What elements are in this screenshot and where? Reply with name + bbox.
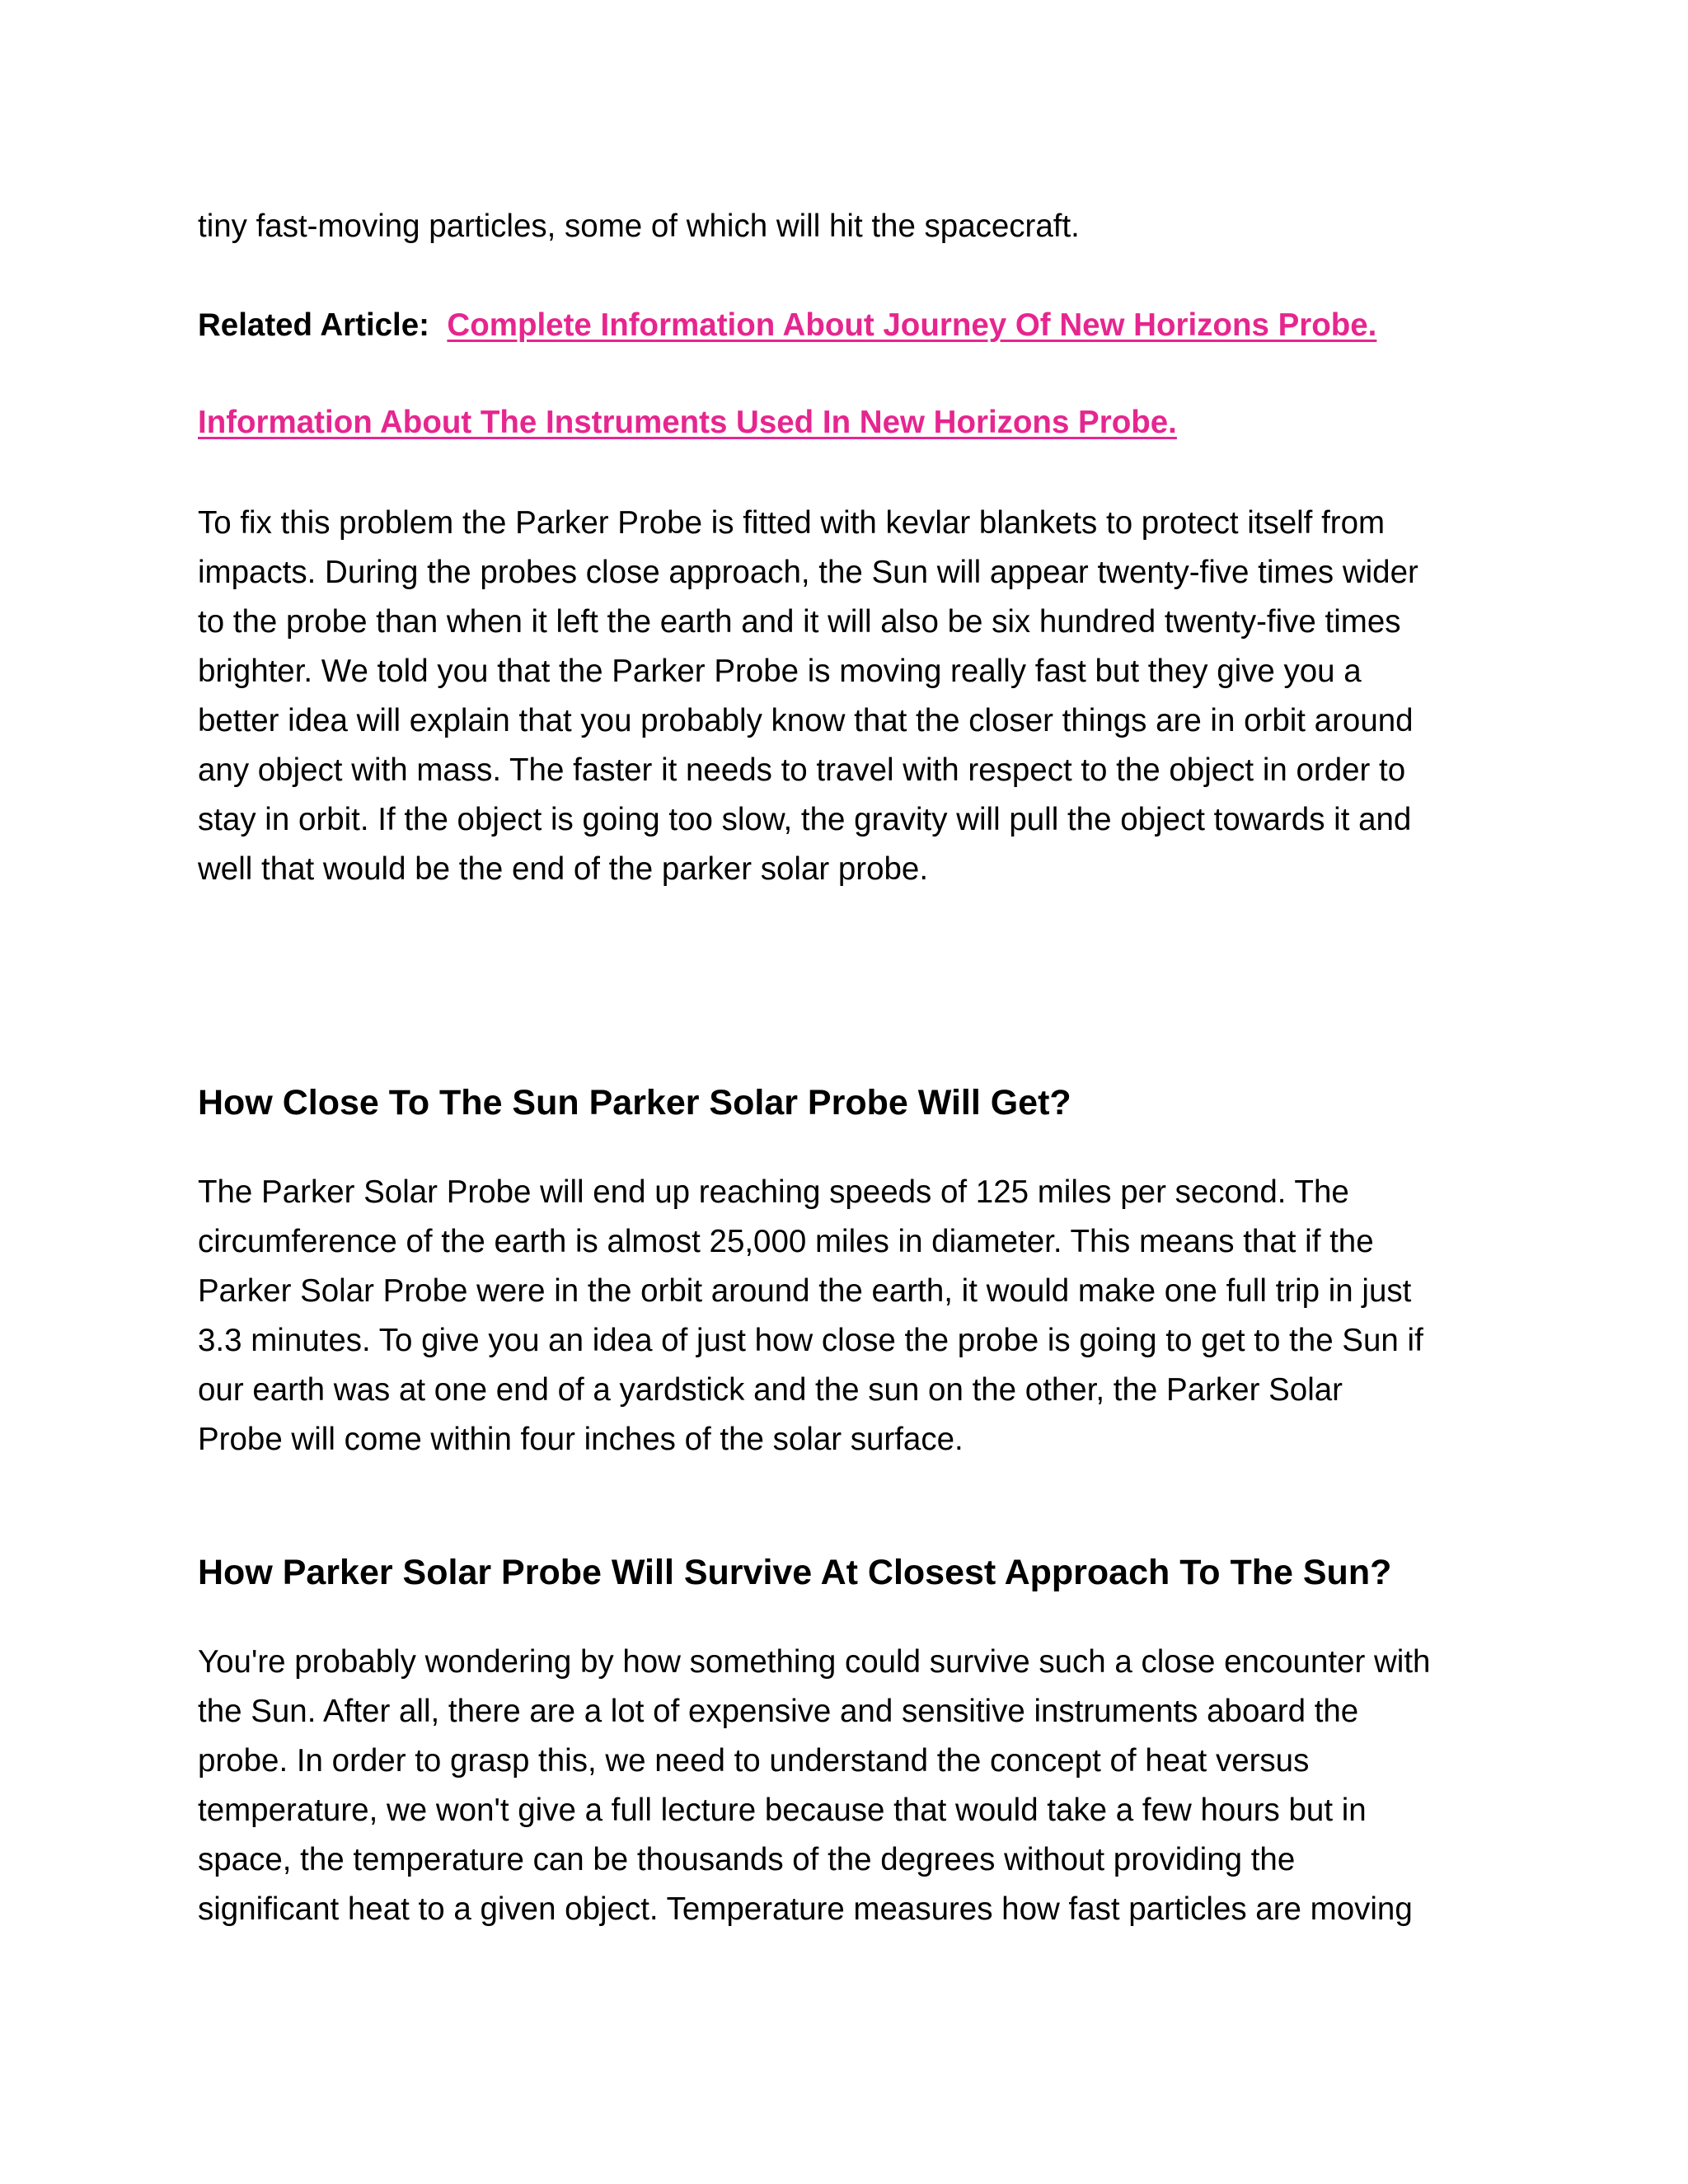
paragraph-kevlar <box>198 499 1418 894</box>
paragraph-line: To fix this problem the Parker Probe is fitted with kevlar blankets to protect itself from <box>198 505 1386 541</box>
heading-how-close: How Close To The Sun Parker Solar Probe Will Get? <box>198 1083 1071 1122</box>
paragraph-line: probe. In order to grasp this, we need to understand the concept of heat versus <box>198 1743 1310 1779</box>
related-article-row <box>198 307 1376 344</box>
paragraph-line: any object with mass. The faster it needs to travel with respect to the object in order to <box>198 752 1406 788</box>
paragraph-heat <box>198 1638 1430 1934</box>
paragraph-line: the Sun. After all, there are a lot of expensive and sensitive instruments aboard the <box>198 1694 1359 1729</box>
paragraph-line: impacts. During the probes close approach, the Sun will appear twenty-five times wider <box>198 555 1418 590</box>
paragraph-line: stay in orbit. If the object is going too slow, the gravity will pull the object towards it and <box>198 802 1412 837</box>
paragraph-line: well that would be the end of the parker solar probe. <box>198 851 929 887</box>
paragraph-speed <box>198 1168 1423 1465</box>
heading-how-survive: How Parker Solar Probe Will Survive At Closest Approach To The Sun? <box>198 1553 1392 1592</box>
related-link-journey[interactable]: Complete Information About Journey Of New Horizons Probe. <box>447 307 1377 343</box>
paragraph-line: better idea will explain that you probably know that the closer things are in orbit around <box>198 703 1414 738</box>
paragraph-line: significant heat to a given object. Temperature measures how fast particles are moving <box>198 1891 1413 1927</box>
related-article-label: Related Article: <box>198 307 429 343</box>
paragraph-line: to the probe than when it left the earth and it will also be six hundred twenty-five times <box>198 604 1401 640</box>
related-link-instruments[interactable]: Information About The Instruments Used In New Horizons Probe. <box>198 405 1177 440</box>
paragraph-line: You're probably wondering by how something could survive such a close encounter with <box>198 1644 1431 1680</box>
paragraph-line: circumference of the earth is almost 25,000 miles in diameter. This means that if the <box>198 1224 1374 1259</box>
paragraph-line: Probe will come within four inches of the solar surface. <box>198 1422 964 1457</box>
paragraph-line: 3.3 minutes. To give you an idea of just how close the probe is going to get to the Sun if <box>198 1323 1423 1358</box>
paragraph-line: temperature, we won't give a full lecture because that would take a few hours but in <box>198 1793 1367 1828</box>
paragraph-line: Parker Solar Probe were in the orbit around the earth, it would make one full trip in just <box>198 1273 1412 1309</box>
paragraph-line: The Parker Solar Probe will end up reaching speeds of 125 miles per second. The <box>198 1174 1349 1210</box>
intro-line: tiny fast-moving particles, some of which will hit the spacecraft. <box>198 209 1080 244</box>
paragraph-line: space, the temperature can be thousands of the degrees without providing the <box>198 1842 1296 1877</box>
paragraph-line: brighter. We told you that the Parker Probe is moving really fast but they give you a <box>198 654 1362 689</box>
related-link-row <box>198 404 1177 442</box>
paragraph-line: our earth was at one end of a yardstick and the sun on the other, the Parker Solar <box>198 1372 1343 1408</box>
